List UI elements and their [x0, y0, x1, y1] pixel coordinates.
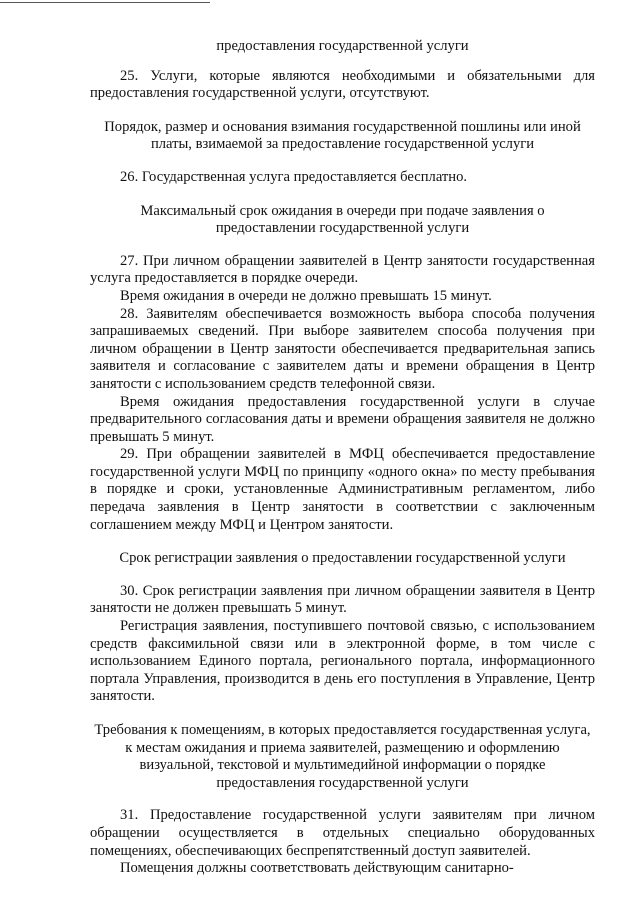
paragraph-25: 25. Услуги, которые являются необходимыми и обязательными для предоставления государственной услуги, отсутствуют.: [90, 67, 595, 102]
section-heading-registration: Срок регистрации заявления о предоставлении государственной услуги: [119, 550, 566, 567]
paragraph-31: 31. Предоставление государственной услуги заявителям при личном обращении осуществляется в отдельных специально оборудованных помещениях, обеспечивающих беспрепятственный доступ заявителей.: [90, 807, 595, 859]
paragraph-27-continued: Время ожидания в очереди не должно превышать 15 минут.: [120, 287, 492, 304]
paragraph-28-continued: Время ожидания предоставления государственной услуги в случае предварительного согласования даты и времени обращения заявителя не должно превышать 5 минут.: [90, 393, 595, 445]
paragraph-27: 27. При личном обращении заявителей в Центр занятости государственная услуга предоставляется в порядке очереди.: [90, 252, 595, 287]
section-heading-queue: Максимальный срок ожидания в очереди при подаче заявления о предоставлении государственной услуги: [140, 202, 545, 237]
section-heading-premises: Требования к помещениям, в которых предоставляется государственная услуга, к местам ожидания и приема заявителей, размещению и оформлению визуальной, текстовой и мультимедийной информации о порядке предоставления государственной услуги: [94, 722, 591, 791]
document-body: [90, 38, 595, 878]
paragraph-31-continued: Помещения должны соответствовать действующим санитарно-: [120, 860, 514, 877]
continued-heading-line: предоставления государственной услуги: [216, 38, 469, 54]
paragraph-28: 28. Заявителям обеспечивается возможность выбора способа получения запрашиваемых сведений. При выборе заявителем способа получения при личном обращении в Центр занятости обеспечивается предварительная запись заявителя и согласование с заявителем даты и времени обращения в Центр занятости с использованием средств телефонной связи.: [90, 305, 595, 392]
section-heading-fee: Порядок, размер и основания взимания государственной пошлины или иной платы, взимаемой за предоставление государственной услуги: [104, 118, 581, 153]
paragraph-29: 29. При обращении заявителей в МФЦ обеспечивается предоставление государственной услуги МФЦ по принципу «одного окна» по месту пребывания в порядке и сроки, установленные Административным регламентом, либо передача заявления в Центр занятости в соответствии с заключенным соглашением между МФЦ и Центром занятости.: [90, 446, 595, 533]
paragraph-26: 26. Государственная услуга предоставляется бесплатно.: [120, 168, 468, 185]
paragraph-30-continued: Регистрация заявления, поступившего почтовой связью, с использованием средств факсимильной связи или в электронной форме, в том числе с использованием Единого портала, регионального портала, информационного портала Управления, производится в день его поступления в Управление, Центр занятости.: [90, 618, 595, 705]
top-rule: [0, 2, 210, 3]
paragraph-30: 30. Срок регистрации заявления при личном обращении заявителя в Центр занятости не должен превышать 5 минут.: [90, 582, 595, 617]
